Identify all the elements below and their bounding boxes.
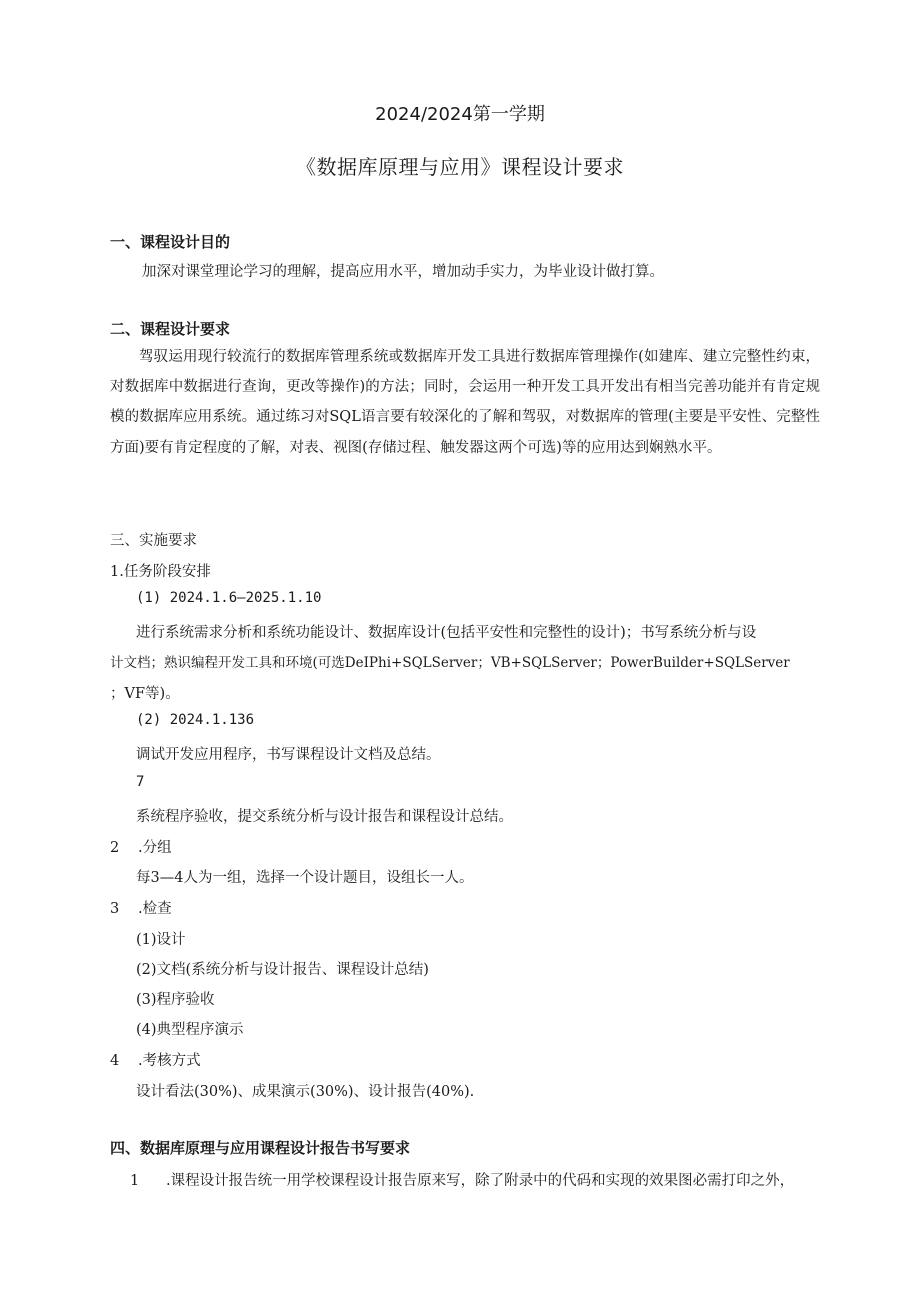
check-subitem: (4)典型程序演示 (136, 1022, 244, 1038)
report-item1-num: 1 (130, 1173, 140, 1189)
phase2-date: (2) 2024.1.136 (136, 712, 255, 728)
document-title: 《数据库原理与应用》课程设计要求 (296, 155, 624, 179)
phase1-body-line1: 进行系统需求分析和系统功能设计、数据库设计(包括平安性和完整性的设计)；书写系统分析与设 (136, 625, 757, 641)
section4-heading: 四、数据库原理与应用课程设计报告书写要求 (110, 1139, 411, 1157)
phase3-date: 7 (136, 774, 145, 790)
section2-heading: 二、课程设计要求 (110, 320, 231, 338)
grouping-body: 每3—4人为一组，选择一个设计题目，设组长一人。 (136, 870, 474, 886)
check-subitem: (1)设计 (136, 932, 186, 948)
assessment-label: .考核方式 (138, 1053, 201, 1069)
grouping-item (110, 836, 172, 857)
check-item (110, 897, 172, 918)
phase1-body-line3: ；VF等)。 (110, 686, 180, 702)
semester-header: 2024/2024第一学期 (375, 104, 545, 125)
phase1-body-line2: 计文档；熟识编程开发工具和环境(可选DeIPhi+SQLServer；VB+SQLServer；PowerBuilder+SQLServer (110, 655, 790, 671)
section1-heading: 一、课程设计目的 (110, 233, 231, 251)
assessment-num: 4 (110, 1053, 120, 1069)
grouping-label: .分组 (138, 840, 172, 856)
task-schedule-label: 1.任务阶段安排 (110, 564, 211, 580)
check-num: 3 (110, 901, 120, 917)
phase3-body: 系统程序验收，提交系统分析与设计报告和课程设计总结。 (136, 809, 513, 825)
section1-body: 加深对课堂理论学习的理解，提高应用水平，增加动手实力，为毕业设计做打算。 (142, 264, 664, 280)
report-item1 (130, 1169, 794, 1190)
phase2-body: 调试开发应用程序，书写课程设计文档及总结。 (136, 747, 441, 763)
report-item1-body: .课程设计报告统一用学校课程设计报告原来写，除了附录中的代码和实现的效果图必需打印之外， (166, 1173, 795, 1189)
grouping-num: 2 (110, 840, 120, 856)
section3-heading: 三、实施要求 (110, 533, 197, 549)
check-subitem: (2)文档(系统分析与设计报告、课程设计总结) (136, 962, 429, 978)
phase1-date: (1) 2024.1.6—2025.1.10 (136, 590, 322, 606)
check-label: .检查 (138, 901, 172, 917)
check-subitem: (3)程序验收 (136, 992, 215, 1008)
section2-body: 驾驭运用现行较流行的数据库管理系统或数据库开发工具进行数据库管理操作(如建库、建立完整性约束，对数据库中数据进行查询，更改等操作)的方法；同时，会运用一种开发工具开发出有相当完善功能并有肯定规模的数据库应用系统。通过练习对SQL语言要有较深化的了解和驾驭，对数据库的管理(主要是平安性、完整性方面)要有肯定程度的了解，对表、视图(存储过程、触发器这两个可选)等的应用达到娴熟水平。 (110, 349, 820, 456)
assessment-item (110, 1049, 201, 1070)
assessment-body: 设计看法(30%)、成果演示(30%)、设计报告(40%). (136, 1084, 475, 1100)
